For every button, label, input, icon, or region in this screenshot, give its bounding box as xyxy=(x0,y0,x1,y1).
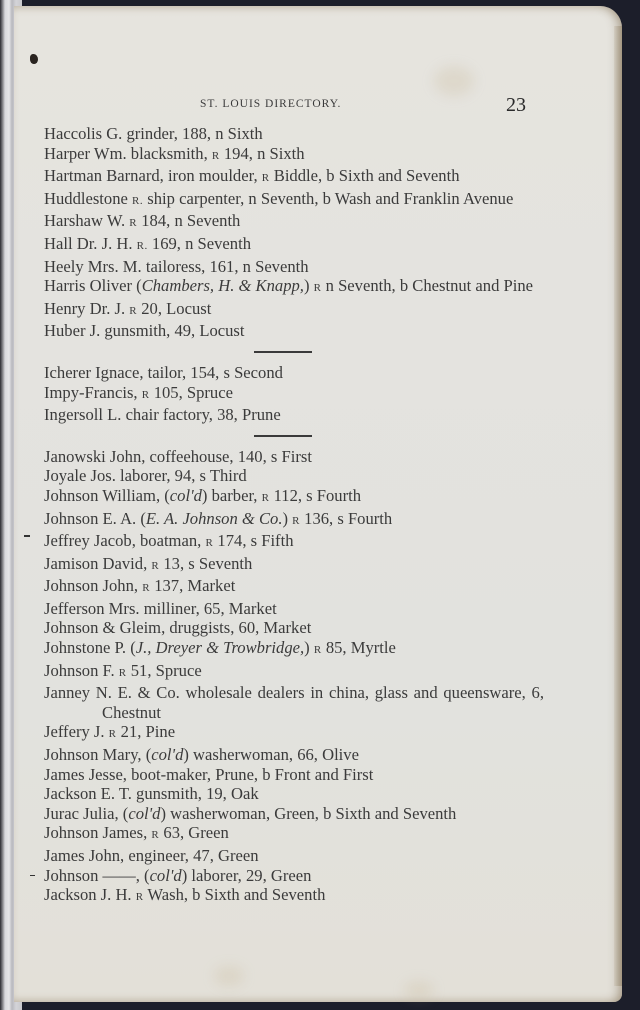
italic-firm-name: Chambers, H. & Knapp, xyxy=(141,276,304,296)
directory-entry: Jurac Julia, (col'd) washerwoman, Green, b Sixth and Seventh xyxy=(44,803,457,823)
page-number: 23 xyxy=(506,94,526,116)
italic-firm-name: col'd xyxy=(149,865,182,885)
directory-entry: Harris Oliver (Chambers, H. & Knapp,) R n Seventh, b Chestnut and Pine xyxy=(44,276,534,296)
directory-entry: Jackson E. T. gunsmith, 19, Oak xyxy=(44,784,259,804)
directory-entry: Haccolis G. grinder, 188, n Sixth xyxy=(44,124,263,143)
residence-mark: R xyxy=(108,728,117,741)
page-header xyxy=(14,94,622,118)
directory-entry: Harper Wm. blacksmith, R 194, n Sixth xyxy=(44,143,305,163)
paper-stain xyxy=(404,981,434,999)
directory-entry: James John, engineer, 47, Green xyxy=(44,846,259,865)
directory-entry: James Jesse, boot-maker, Prune, b Front and First xyxy=(44,764,374,784)
book-page xyxy=(14,6,622,1002)
directory-entries xyxy=(44,124,544,908)
directory-entry: Johnson & Gleim, druggists, 60, Market xyxy=(44,618,312,638)
italic-firm-name: col'd xyxy=(151,745,184,765)
residence-mark: R xyxy=(151,559,160,572)
directory-entry: Johnson F. R 51, Spruce xyxy=(44,660,202,680)
directory-entry: Jeffrey Jacob, boatman, R 174, s Fifth xyxy=(44,531,294,551)
directory-entry: Hartman Barnard, iron moulder, R Biddle, b Sixth and Seventh xyxy=(44,166,460,186)
italic-firm-name: col'd xyxy=(128,803,161,823)
residence-mark: R xyxy=(313,644,322,657)
residence-mark: R. xyxy=(132,194,144,207)
directory-entry: Johnstone P. (J., Dreyer & Trowbridge,) R 85, Myrtle xyxy=(44,638,396,658)
italic-firm-name: E. A. Johnson & Co. xyxy=(145,508,283,528)
residence-mark: R xyxy=(129,304,138,317)
directory-entry: Johnson John, R 137, Market xyxy=(44,576,236,596)
directory-entry: Johnson William, (col'd) barber, R 112, s Fourth xyxy=(44,485,362,505)
directory-entry: Huddlestone R. ship carpenter, n Seventh, b Wash and Franklin Avenue xyxy=(44,188,514,208)
directory-entry: Hall Dr. J. H. R. 169, n Seventh xyxy=(44,233,251,253)
directory-entry: Harshaw W. R 184, n Seventh xyxy=(44,211,241,231)
residence-mark: R xyxy=(211,149,220,162)
directory-entry: Janney N. E. & Co. wholesale dealers in china, glass and queensware, 6, Chestnut xyxy=(44,683,544,722)
page-edge xyxy=(614,26,622,986)
directory-entry: Henry Dr. J. R 20, Locust xyxy=(44,298,212,318)
directory-entry: Ingersoll L. chair factory, 38, Prune xyxy=(44,405,281,425)
directory-entry: Icherer Ignace, tailor, 154, s Second xyxy=(44,362,283,382)
italic-firm-name: J., Dreyer & Trowbridge, xyxy=(135,638,305,658)
directory-entry: Johnson E. A. (E. A. Johnson & Co.) R 136, s Fourth xyxy=(44,508,393,528)
directory-entry: Jackson J. H. R Wash, b Sixth and Seventh xyxy=(44,885,326,905)
paper-stain xyxy=(214,966,244,986)
paper-stain xyxy=(434,66,474,96)
directory-entry: Janowski John, coffeehouse, 140, s First xyxy=(44,446,312,466)
margin-mark xyxy=(24,535,30,537)
section-divider xyxy=(254,351,312,353)
residence-mark: R xyxy=(261,491,270,504)
residence-mark: R xyxy=(129,217,138,230)
residence-mark: R xyxy=(141,388,150,401)
directory-entry: Heely Mrs. M. tailoress, 161, n Seventh xyxy=(44,256,309,276)
residence-mark: R xyxy=(205,537,214,550)
residence-mark: R xyxy=(142,582,151,595)
directory-entry: Johnson ——, (col'd) laborer, 29, Green xyxy=(44,865,312,885)
residence-mark: R xyxy=(118,666,127,679)
directory-entry: Jefferson Mrs. milliner, 65, Market xyxy=(44,598,277,618)
residence-mark: R xyxy=(261,172,270,185)
residence-mark: R. xyxy=(136,239,148,252)
directory-entry: Joyale Jos. laborer, 94, s Third xyxy=(44,466,247,486)
residence-mark: R xyxy=(135,891,144,904)
residence-mark: R xyxy=(292,514,300,527)
residence-mark: R xyxy=(151,829,160,842)
directory-entry: Johnson Mary, (col'd) washerwoman, 66, Olive xyxy=(44,745,359,765)
directory-entry: Impy-Francis, R 105, Spruce xyxy=(44,382,233,402)
margin-mark xyxy=(30,875,35,876)
directory-entry: Jamison David, R 13, s Seventh xyxy=(44,553,253,573)
section-divider xyxy=(254,435,312,437)
residence-mark: R xyxy=(313,282,322,295)
italic-firm-name: col'd xyxy=(169,485,202,505)
directory-entry: Huber J. gunsmith, 49, Locust xyxy=(44,321,245,341)
running-head: ST. LOUIS DIRECTORY. xyxy=(200,98,342,110)
ink-blot xyxy=(30,54,38,64)
directory-entry: Jeffery J. R 21, Pine xyxy=(44,722,176,742)
directory-entry: Johnson James, R 63, Green xyxy=(44,823,229,843)
